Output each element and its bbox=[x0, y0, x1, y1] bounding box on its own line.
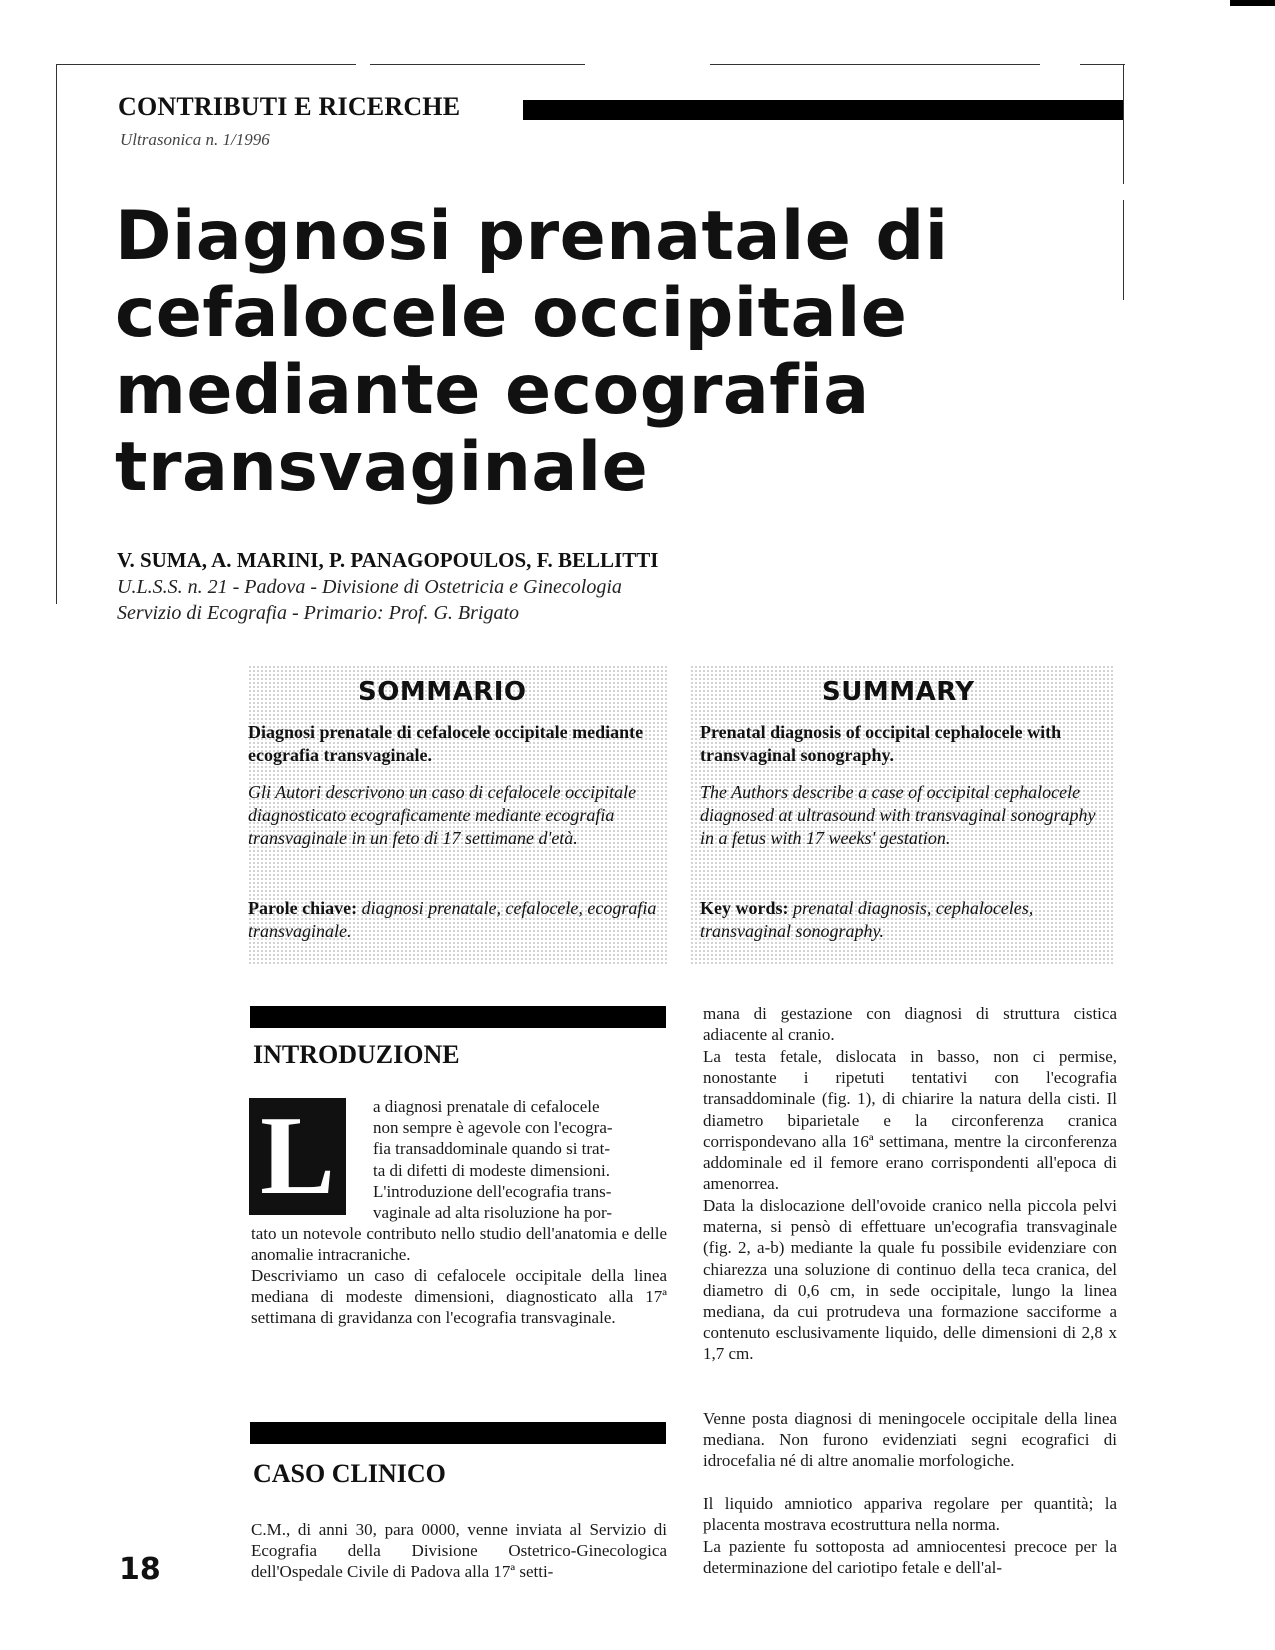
journal-citation: Ultrasonica n. 1/1996 bbox=[120, 130, 270, 149]
right-col-paragraph: mana di gestazione con diagnosi di struttura cistica adiacente al cranio. bbox=[703, 1004, 1117, 1045]
page-number: 18 bbox=[119, 1552, 161, 1587]
authors: V. SUMA, A. MARINI, P. PANAGOPOULOS, F. BELLITTI bbox=[117, 548, 659, 572]
right-col-paragraph: La paziente fu sottoposta ad amniocentesi precoce per la determinazione del cariotipo fetale e dell'al- bbox=[703, 1537, 1117, 1578]
dropcap: L bbox=[249, 1098, 346, 1215]
article-title bbox=[115, 198, 1115, 506]
summary-box bbox=[690, 665, 1115, 965]
sommario-heading: SOMMARIO bbox=[358, 677, 527, 707]
right-col-paragraph: Data la dislocazione dell'ovoide cranico nella piccola pelvi materna, si pensò di effettuare un'ecografia transvaginale (fig. 2, a-b) mediante la quale fu possibile evidenziare con chiarezza una soluzione di continuo della teca cranica, del diametro di 0,6 cm, in sede occipitale, lungo la linea mediana, da cui protrudeva una formazione sacciforme a contenuto esclusivamente liquido, delle dimensioni di 2,8 x 1,7 cm. bbox=[703, 1196, 1117, 1364]
intro-line: non sempre è agevole con l'ecogra- bbox=[373, 1118, 613, 1138]
frame-top-mid-line bbox=[370, 64, 585, 65]
summary-text: The Authors describe a case of occipital cephalocele diagnosed at ultrasound with transvaginal sonography in a fetus with 17 weeks' gestation. bbox=[700, 782, 1096, 848]
summary-heading: SUMMARY bbox=[822, 677, 975, 707]
intro-line: L'introduzione dell'ecografia trans- bbox=[373, 1181, 612, 1201]
sommario-keywords-list: diagnosi prenatale, cefalocele, ecografia transvaginale. bbox=[248, 898, 657, 941]
sommario-keywords-label: Parole chiave: bbox=[248, 898, 358, 918]
title-line: mediante ecografia bbox=[115, 351, 870, 430]
frame-left-line bbox=[56, 64, 57, 604]
right-col-paragraph: Il liquido amniotico appariva regolare per quantità; la placenta mostrava ecostruttura nella norma. bbox=[703, 1494, 1117, 1535]
sommario-text: Gli Autori descrivono un caso di cefalocele occipitale diagnosticato ecograficamente mediante ecografia transvaginale in un feto di 17 settimane d'età. bbox=[248, 782, 637, 848]
intro-lines-beside-cap bbox=[373, 1096, 667, 1223]
frame-top-left-line bbox=[56, 64, 356, 65]
corner-mark bbox=[1230, 0, 1275, 6]
introduzione-bar bbox=[250, 1006, 666, 1028]
frame-top-right-line bbox=[710, 64, 1040, 65]
section-label: CONTRIBUTI E RICERCHE bbox=[118, 92, 461, 121]
sommario-title: Diagnosi prenatale di cefalocele occipitale mediante ecografia transvaginale. bbox=[248, 722, 644, 765]
caso-clinico-heading: CASO CLINICO bbox=[253, 1459, 446, 1488]
summary-keywords-label: Key words: bbox=[700, 898, 789, 918]
intro-line: ta di difetti di modeste dimensioni. bbox=[373, 1160, 611, 1180]
affiliation-line-1: U.L.S.S. n. 21 - Padova - Divisione di Ostetricia e Ginecologia bbox=[117, 576, 622, 598]
sommario-keywords bbox=[248, 897, 666, 943]
intro-line: a diagnosi prenatale di cefalocele bbox=[373, 1097, 600, 1116]
summary-keywords bbox=[700, 897, 1105, 943]
section-bar bbox=[523, 100, 1123, 120]
frame-top-far-right-line bbox=[1080, 64, 1125, 65]
caso-clinico-bar bbox=[250, 1422, 666, 1444]
title-line: Diagnosi prenatale di bbox=[115, 197, 949, 276]
title-line: cefalocele occipitale bbox=[115, 274, 908, 353]
introduzione-heading: INTRODUZIONE bbox=[253, 1040, 460, 1069]
affiliation-line-2: Servizio di Ecografia - Primario: Prof. G. Brigato bbox=[117, 602, 520, 624]
sommario-box bbox=[248, 665, 668, 965]
summary-title: Prenatal diagnosis of occipital cephalocele with transvaginal sonography. bbox=[700, 722, 1062, 765]
caso-clinico-text: C.M., di anni 30, para 0000, venne inviata al Servizio di Ecografia della Divisione Ostetrico-Ginecologica dell'Ospedale Civile di Padova alla 17ª setti- bbox=[251, 1520, 667, 1582]
frame-right-line bbox=[1123, 64, 1124, 184]
intro-line: vaginale ad alta risoluzione ha por- bbox=[373, 1203, 612, 1223]
title-line: transvaginale bbox=[115, 428, 649, 507]
right-col-paragraph: La testa fetale, dislocata in basso, non ci permise, nonostante i ripetuti tentativi con l'ecografia transaddominale (fig. 1), di chiarire la natura della cisti. Il diametro biparietale e la circonferenza cranica corrispondevano alla 16ª settimana, mentre la circonferenza addominale ed il femore erano corrispondenti all'epoca di amenorrea. bbox=[703, 1047, 1117, 1194]
intro-paragraph-2: Descriviamo un caso di cefalocele occipitale della linea mediana di modeste dimensioni, diagnosticato alla 17ª settimana di gravidanza con l'ecografia transvaginale. bbox=[251, 1266, 667, 1328]
intro-paragraph-1-rest: tato un notevole contributo nello studio dell'anatomia e delle anomalie intracraniche. bbox=[251, 1224, 667, 1265]
right-col-paragraph: Venne posta diagnosi di meningocele occipitale della linea mediana. Non furono evidenziati segni ecografici di idrocefalia né di altre anomalie morfologiche. bbox=[703, 1409, 1117, 1471]
summary-keywords-list: prenatal diagnosis, cephaloceles, transvaginal sonography. bbox=[700, 898, 1034, 941]
intro-line: fia transaddominale quando si trat- bbox=[373, 1139, 610, 1159]
frame-right-line-2 bbox=[1123, 200, 1124, 300]
